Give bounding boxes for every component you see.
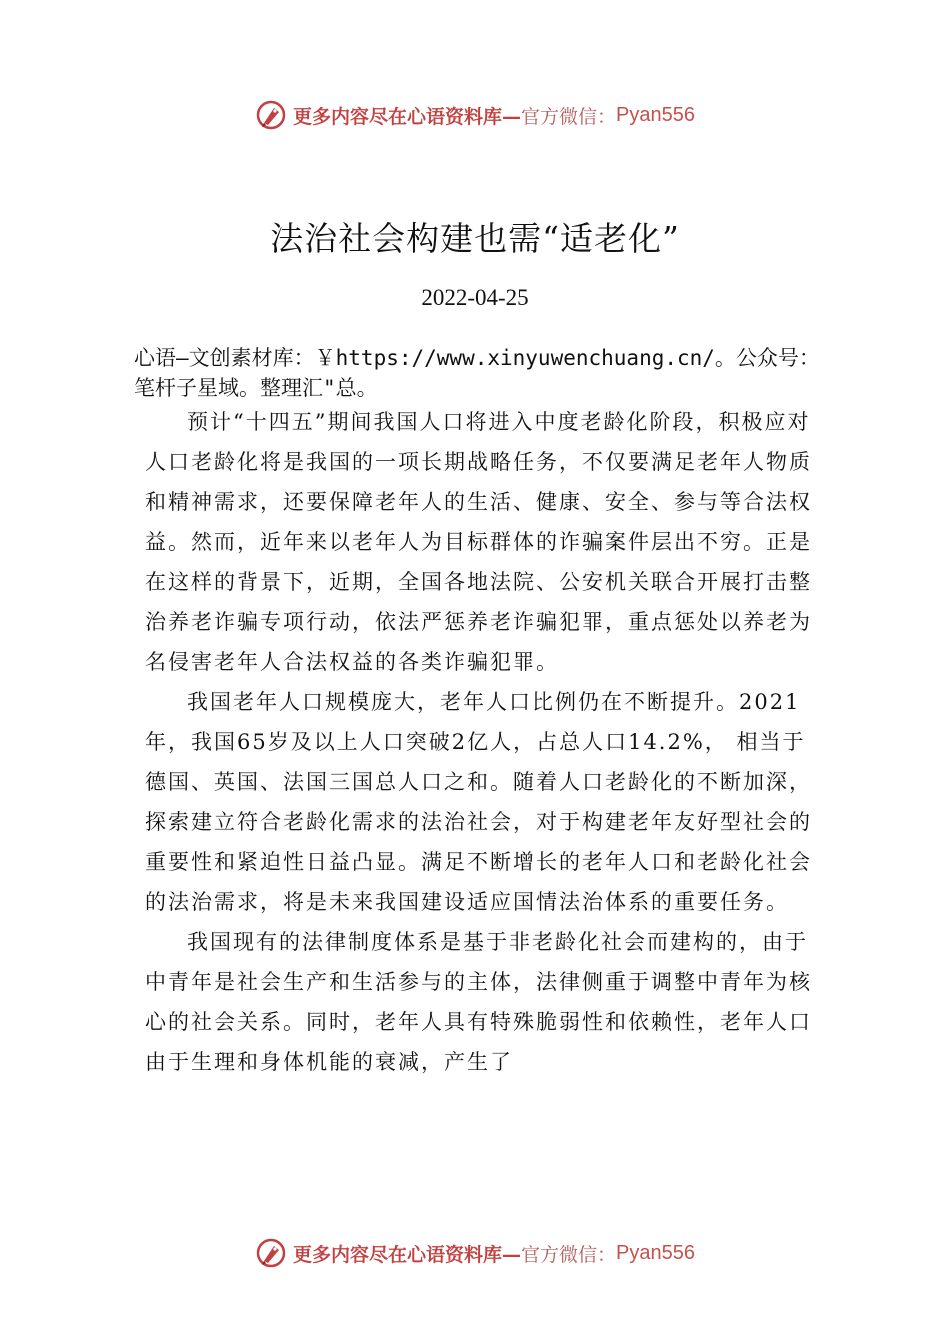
document-body	[145, 402, 825, 1082]
document-date: 2022-04-25	[421, 285, 529, 310]
pen-nib-logo-icon	[255, 99, 287, 131]
banner-wechat-id: Pyan556	[616, 1241, 695, 1264]
header-banner	[0, 95, 950, 135]
banner-slogan: 更多内容尽在心语资料库—	[293, 105, 522, 128]
paragraph: 我国现有的法律制度体系是基于非老龄化社会而建构的，由于中青年是社会生产和生活参与的主体，法律侧重于调整中青年为核心的社会关系。同时，老年人具有特殊脆弱性和依赖性，老年人口由于生理和身体机能的衰减，产生了	[145, 930, 812, 1074]
paragraph: 我国老年人口规模庞大，老年人口比例仍在不断提升。2021年，我国65岁及以上人口突破2亿人，占总人口14.2%， 相当于德国、英国、法国三国总人口之和。随着人口老龄化的不断加深，探索建立符合老龄化需求的法治社会，对于构建老年友好型社会的重要性和紧迫性日益凸显。满足不断增长的老年人口和老龄化社会的法治需求，将是未来我国建设适应国情法治体系的重要任务。	[145, 690, 812, 914]
document-title: 法治社会构建也需“适老化”	[270, 219, 680, 258]
banner-wechat-label: 官方微信：	[521, 1243, 617, 1266]
banner-wechat-label: 官方微信：	[521, 105, 617, 128]
source-note: 心语—文创素材库：￥https://www.xinyuwenchuang.cn/。公众号：笔杆子星域。整理汇"总。	[134, 346, 820, 400]
banner-slogan: 更多内容尽在心语资料库—	[293, 1243, 522, 1266]
pen-nib-logo-icon	[255, 1237, 287, 1269]
footer-banner	[0, 1233, 950, 1273]
paragraph: 预计“十四五”期间我国人口将进入中度老龄化阶段，积极应对人口老龄化将是我国的一项长期战略任务，不仅要满足老年人物质和精神需求，还要保障老年人的生活、健康、安全、参与等合法权益。然而，近年来以老年人为目标群体的诈骗案件层出不穷。正是在这样的背景下，近期，全国各地法院、公安机关联合开展打击整治养老诈骗专项行动，依法严惩养老诈骗犯罪，重点惩处以养老为名侵害老年人合法权益的各类诈骗犯罪。	[145, 410, 812, 674]
banner-wechat-id: Pyan556	[616, 103, 695, 126]
